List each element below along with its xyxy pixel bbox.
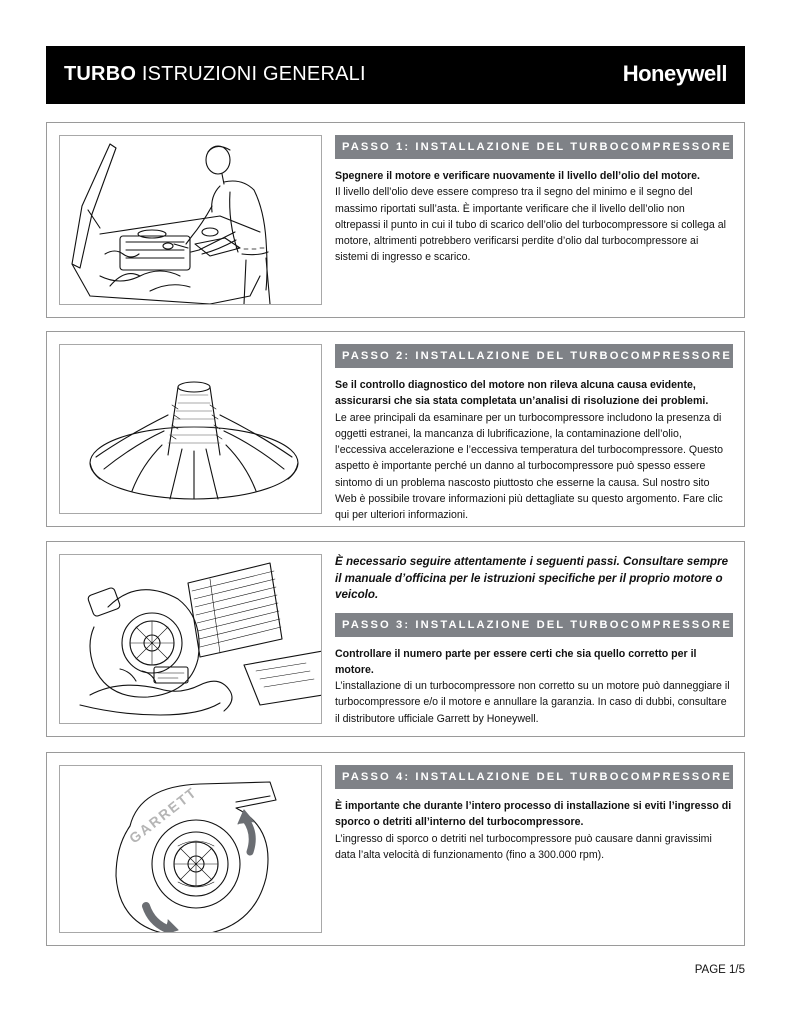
garrett-turbo-illustration [59, 765, 322, 933]
step-3-intro: È necessario seguire attentamente i seguenti passi. Consultare sempre il manuale d’officina per le istruzioni specifiche per il proprio motore o veicolo. [335, 555, 729, 601]
step-4-lead: È importante che durante l’intero processo di installazione si eviti l’ingresso di sporco o detriti all’interno del turbocompressore. [335, 800, 732, 829]
step-1-bar: PASSO 1: INSTALLAZIONE DEL TURBOCOMPRESSORE [335, 135, 733, 159]
step-3-bar: PASSO 3: INSTALLAZIONE DEL TURBOCOMPRESSORE [335, 613, 733, 637]
brand-logo: Honeywell [622, 61, 727, 86]
title-bold: TURBO [64, 63, 137, 85]
step-4-body: L’ingresso di sporco o detriti nel turbocompressore può causare danni gravissimi data l’alta velocità di funzionamento (fino a 300.000 rpm). [335, 832, 712, 861]
step-4-bar: PASSO 4: INSTALLAZIONE DEL TURBOCOMPRESSORE [335, 765, 733, 789]
step-2-lead: Se il controllo diagnostico del motore non rileva alcuna causa evidente, assicurarsi che sia stata completata un’analisi di risoluzione dei problemi. [335, 379, 709, 408]
step-2-bar: PASSO 2: INSTALLAZIONE DEL TURBOCOMPRESSORE [335, 344, 733, 368]
page-number: PAGE 1/5 [694, 964, 745, 976]
mechanic-engine-illustration [59, 135, 322, 305]
step-2-panel [46, 331, 745, 527]
page-title [64, 63, 366, 86]
step-1-body: Il livello dell’olio deve essere compreso tra il segno del minimo e il segno del massimo riportati sull’asta. È importante verificare che il livello dell’olio non oltrepassi il punto in cui il tubo di scarico dell’olio del turbocompressore si collega al motore, altrimenti potrebbero verificarsi perdite d’olio dal turbocompressore ai sistemi di ingresso e scarico. [335, 186, 726, 264]
garrett-wordmark: GARRETT [125, 783, 201, 847]
step-3-body: L’installazione di un turbocompressore non corretto su un motore può danneggiare il turbocompressore e/o il motore e annullare la garanzia. In caso di dubbi, consultare il distributore ufficiale Garrett by Honeywell. [335, 680, 730, 725]
step-4-panel [46, 752, 745, 946]
part-number-check-illustration [59, 554, 322, 724]
step-1-lead: Spegnere il motore e verificare nuovamente il livello dell’olio del motore. [335, 170, 700, 182]
step-2-body: Le aree principali da esaminare per un turbocompressore includono la presenza di oggetti estranei, la mancanza di lubrificazione, la contaminazione dell’olio, l’eccessiva accelerazione e l’eccessiva temperatura del turbocompressore. Questo aspetto è importante perché un danno al turbocompressore può spesso essere sintomo di un problema nascosto piuttosto che esserne la causa. Sul nostro sito Web è possibile trovare informazioni più dettagliate su questo argomento. Fare clic qui per ulteriori informazioni. [335, 411, 724, 522]
step-3-lead: Controllare il numero parte per essere certi che sia quello corretto per il motore. [335, 647, 697, 676]
page-header [46, 46, 745, 104]
title-light: ISTRUZIONI GENERALI [141, 63, 366, 85]
compressor-wheel-illustration [59, 344, 322, 514]
step-3-panel [46, 541, 745, 737]
step-1-panel [46, 122, 745, 318]
